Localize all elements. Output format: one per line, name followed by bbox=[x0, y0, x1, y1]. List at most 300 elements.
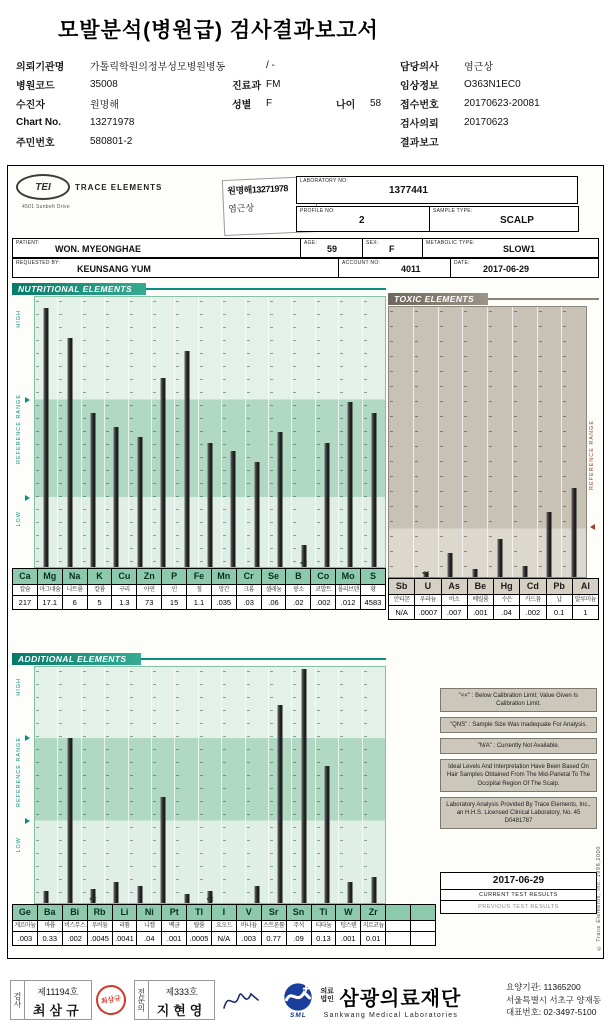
info-field bbox=[16, 134, 226, 149]
kor-cell: 안티몬 bbox=[389, 595, 415, 605]
info-field bbox=[16, 58, 226, 73]
lab-logo bbox=[16, 174, 176, 230]
bar-w bbox=[348, 882, 353, 903]
field-value: FM bbox=[266, 79, 281, 90]
field-label: 담당의사 bbox=[400, 62, 439, 73]
val-cell: .002 bbox=[520, 606, 546, 619]
chart-column-ni bbox=[152, 667, 175, 903]
bar-mo bbox=[348, 402, 353, 567]
field-value: F bbox=[266, 98, 273, 109]
kor-cell: 요오드 bbox=[212, 921, 237, 931]
sym-cell: Ba bbox=[38, 905, 63, 920]
sample-type-label: SAMPLE TYPE: bbox=[433, 208, 473, 214]
chart-column-ti bbox=[316, 667, 339, 903]
sym-cell: Ti bbox=[312, 905, 337, 920]
kor-cell: 칼륨 bbox=[88, 585, 113, 595]
chart-column-u bbox=[414, 307, 439, 577]
sym-cell: Hg bbox=[494, 579, 520, 594]
val-cell: N/A bbox=[389, 606, 415, 619]
note-box: "QNS" : Sample Size Was Inadequate For Analysis. bbox=[440, 717, 597, 733]
field-label: 병원코드 bbox=[16, 81, 55, 92]
patient-cell bbox=[13, 239, 301, 257]
account-no-label: ACCOUNT NO: bbox=[342, 260, 381, 266]
additional-zone-labels bbox=[12, 666, 34, 904]
kor-cell: 마그네슘 bbox=[38, 585, 63, 595]
kor-cell: 루비듐 bbox=[88, 921, 113, 931]
patient-info bbox=[0, 44, 611, 151]
sym-cell: Co bbox=[311, 569, 336, 584]
sample-type-value: SCALP bbox=[500, 215, 534, 226]
test-results-box bbox=[440, 872, 597, 914]
sym-cell: Mg bbox=[38, 569, 63, 584]
sex-value: F bbox=[389, 244, 395, 254]
chart-column-pb bbox=[538, 307, 563, 577]
below-limit-marker: << bbox=[422, 571, 430, 577]
kor-cell: 리튬 bbox=[113, 921, 138, 931]
page-title: 모발분석(병원급) 검사결과보고서 bbox=[58, 19, 379, 42]
kor-cell: 지르코늄 bbox=[361, 921, 386, 931]
org-name: 삼광의료재단 bbox=[339, 987, 462, 1010]
info-field bbox=[400, 77, 521, 92]
sym-cell: Sn bbox=[287, 905, 312, 920]
val-cell: 17.1 bbox=[38, 596, 63, 609]
additional-elements-table bbox=[12, 904, 436, 946]
sym-cell: Mo bbox=[336, 569, 361, 584]
bar-as bbox=[448, 553, 453, 577]
val-cell: .001 bbox=[162, 932, 187, 945]
kor-cell: 몰리브덴 bbox=[336, 585, 361, 595]
sym-cell: Ge bbox=[13, 905, 38, 920]
chart-column-pt bbox=[175, 667, 198, 903]
val-cell: .03 bbox=[237, 596, 262, 609]
specialist-cert bbox=[134, 980, 216, 1020]
val-cell: 0.13 bbox=[312, 932, 337, 945]
org-name-english: Sankwang Medical Laboratories bbox=[323, 1011, 459, 1019]
nutritional-elements-table bbox=[12, 568, 386, 610]
patient-label: PATIENT: bbox=[16, 240, 40, 246]
val-cell: 6 bbox=[63, 596, 88, 609]
field-value: 원명해 bbox=[90, 100, 119, 111]
chart-column-al bbox=[562, 307, 586, 577]
contact-line: 대표번호: 02-3497-5100 bbox=[505, 1007, 597, 1018]
info-row bbox=[16, 94, 400, 113]
chart-column-mn bbox=[222, 297, 245, 567]
sym-cell: Rb bbox=[88, 905, 113, 920]
account-no-value: 4011 bbox=[401, 264, 421, 274]
sym-cell: Ni bbox=[137, 905, 162, 920]
field-value: 가톨릭학원의정부성모병원병동 bbox=[90, 62, 226, 73]
info-field bbox=[400, 134, 464, 149]
val-cell: 1.1 bbox=[187, 596, 212, 609]
val-cell bbox=[411, 932, 435, 945]
below-limit-marker: << bbox=[89, 897, 97, 903]
nutritional-zone-labels bbox=[12, 296, 34, 568]
val-cell: 0.33 bbox=[38, 932, 63, 945]
sym-cell: Se bbox=[262, 569, 287, 584]
kor-row bbox=[389, 594, 598, 605]
sym-cell: I bbox=[212, 905, 237, 920]
toxic-elements-section bbox=[388, 292, 599, 620]
sex-label: SEX: bbox=[366, 240, 379, 246]
info-row bbox=[16, 56, 400, 75]
chart-column-p bbox=[175, 297, 198, 567]
additional-elements-section bbox=[12, 652, 386, 946]
bar-se bbox=[278, 432, 283, 567]
toxic-elements-chart bbox=[388, 306, 587, 578]
bar-v bbox=[254, 886, 259, 903]
kor-cell: 니켈 bbox=[137, 921, 162, 931]
profile-row bbox=[296, 206, 578, 232]
sym-cell: Sr bbox=[262, 905, 287, 920]
metabolic-type-cell bbox=[423, 239, 598, 257]
bar-al bbox=[572, 488, 577, 577]
info-field bbox=[400, 96, 540, 111]
chart-column-cr bbox=[246, 297, 269, 567]
kor-cell: 칼슘 bbox=[13, 585, 38, 595]
kor-cell: 바나듐 bbox=[237, 921, 262, 931]
chart-column-i bbox=[222, 667, 245, 903]
sym-cell: Cr bbox=[237, 569, 262, 584]
info-row bbox=[400, 56, 599, 75]
val-cell: 0.01 bbox=[361, 932, 386, 945]
below-limit-marker: << bbox=[206, 897, 214, 903]
val-cell: 73 bbox=[137, 596, 162, 609]
field-label: 검사의뢰 bbox=[400, 119, 439, 130]
val-cell: 0.1 bbox=[547, 606, 573, 619]
bar-zn bbox=[161, 378, 166, 567]
kor-cell: 납 bbox=[547, 595, 573, 605]
chart-column-na bbox=[82, 297, 105, 567]
kor-cell: 붕소 bbox=[286, 585, 311, 595]
bar-na bbox=[91, 413, 96, 567]
profile-no-value: 2 bbox=[359, 215, 365, 226]
chart-column-co bbox=[316, 297, 339, 567]
nutritional-elements-chart bbox=[34, 296, 386, 568]
bar-s bbox=[371, 413, 376, 567]
kor-cell: 티타늄 bbox=[312, 921, 337, 931]
date-cell bbox=[451, 259, 598, 277]
toxic-zone-labels bbox=[587, 306, 599, 578]
field-value: 35008 bbox=[90, 79, 118, 90]
kor-cell: 비소 bbox=[442, 595, 468, 605]
sym-cell: Cd bbox=[520, 579, 546, 594]
info-field bbox=[400, 58, 493, 73]
sym-cell: P bbox=[162, 569, 187, 584]
chart-column-fe bbox=[199, 297, 222, 567]
sym-cell: Fe bbox=[187, 569, 212, 584]
section-title-toxic: TOXIC ELEMENTS bbox=[388, 293, 488, 305]
val-row bbox=[13, 595, 385, 609]
sym-cell: Pb bbox=[547, 579, 573, 594]
val-cell: .002 bbox=[63, 932, 88, 945]
nutritional-elements-section bbox=[12, 282, 386, 610]
signature-icon bbox=[221, 986, 261, 1014]
field-label: 나이 bbox=[336, 100, 356, 111]
chart-column-ge bbox=[35, 667, 58, 903]
chart-column-w bbox=[339, 667, 362, 903]
field-label: 진료과 bbox=[232, 81, 261, 92]
chart-column-as bbox=[439, 307, 464, 577]
organization bbox=[283, 982, 461, 1019]
sym-cell: Zn bbox=[137, 569, 162, 584]
bar-co bbox=[325, 443, 330, 567]
chart-column-sb bbox=[389, 307, 414, 577]
results-date: 2017-06-29 bbox=[441, 873, 596, 890]
date-value: 2017-06-29 bbox=[483, 264, 530, 274]
section-divider bbox=[488, 298, 599, 300]
field-label: 임상정보 bbox=[400, 81, 439, 92]
kor-cell: 백금 bbox=[162, 921, 187, 931]
date-label: DATE: bbox=[454, 260, 470, 266]
laboratory-no-box bbox=[296, 176, 578, 204]
sym-cell: W bbox=[336, 905, 361, 920]
note-box: Ideal Levels And Interpretation Have Been Based On Hair Samples Obtained From The Mid-Parietal To The Occipital Region Of The Scalp. bbox=[440, 759, 597, 791]
chart-column-se bbox=[269, 297, 292, 567]
kor-cell: 셀레늄 bbox=[262, 585, 287, 595]
sym-cell: Al bbox=[573, 579, 598, 594]
kor-cell: 황 bbox=[370, 587, 376, 593]
kor-cell: 카드뮴 bbox=[520, 595, 546, 605]
kor-cell: 스트론튬 bbox=[262, 921, 287, 931]
val-cell: .001 bbox=[468, 606, 494, 619]
examiner-role: 검사 bbox=[11, 981, 25, 1019]
copyright-notice: © Trace Elements, Inc. 1998,2000 bbox=[596, 845, 602, 950]
sym-cell: V bbox=[237, 905, 262, 920]
info-row bbox=[16, 132, 400, 151]
val-cell: .035 bbox=[212, 596, 237, 609]
scanned-lab-report bbox=[7, 165, 604, 959]
field-label: 결과보고 bbox=[400, 138, 439, 149]
org-prefix: 의료법인 bbox=[320, 987, 334, 1003]
sym-cell: Cu bbox=[112, 569, 137, 584]
kor-cell: 우라늄 bbox=[415, 595, 441, 605]
examiner-name: 최삼규 bbox=[33, 1003, 83, 1018]
current-test-results-label: CURRENT TEST RESULTS bbox=[441, 890, 596, 901]
val-cell: 1 bbox=[583, 608, 588, 617]
zone-label: LOW bbox=[16, 837, 22, 853]
kor-cell bbox=[411, 921, 435, 931]
chart-column-tl bbox=[199, 667, 222, 903]
below-limit-marker: << bbox=[300, 561, 308, 567]
sml-logo-icon bbox=[283, 982, 313, 1012]
specialist-role: 전문의 bbox=[135, 981, 149, 1019]
chart-column-mg bbox=[58, 297, 81, 567]
sym-cell: Ca bbox=[13, 569, 38, 584]
age-value: 59 bbox=[327, 244, 338, 254]
field-label: 의뢰기관명 bbox=[16, 62, 65, 73]
bar-ge bbox=[44, 891, 49, 903]
footer bbox=[10, 977, 601, 1023]
sym-cell: Pt bbox=[162, 905, 187, 920]
sym-cell bbox=[386, 905, 411, 920]
kor-cell: 알루미늄 bbox=[574, 597, 596, 603]
val-cell: .003 bbox=[13, 932, 38, 945]
field-label: 주민번호 bbox=[16, 138, 55, 149]
patient-name: WON. MYEONGHAE bbox=[55, 244, 142, 254]
field-label: 성별 bbox=[232, 100, 252, 111]
chart-column-cu bbox=[129, 297, 152, 567]
sym-cell: Be bbox=[468, 579, 494, 594]
kor-cell: 베릴륨 bbox=[468, 595, 494, 605]
val-cell: .02 bbox=[286, 596, 311, 609]
kor-cell: 크롬 bbox=[237, 585, 262, 595]
val-cell: .012 bbox=[336, 596, 361, 609]
note-box: "N/A" : Currently Not Available. bbox=[440, 738, 597, 754]
info-field bbox=[16, 117, 226, 128]
field-label: 접수번호 bbox=[400, 100, 439, 111]
bar-sr bbox=[278, 705, 283, 903]
contact-line: 서울특별시 서초구 양재동 bbox=[505, 994, 601, 1005]
info-field bbox=[232, 96, 336, 111]
info-row bbox=[400, 113, 599, 132]
val-cell: N/A bbox=[212, 932, 237, 945]
val-row bbox=[389, 605, 598, 619]
val-cell: .007 bbox=[442, 606, 468, 619]
sex-cell bbox=[363, 239, 423, 257]
metabolic-type-label: METABOLIC TYPE: bbox=[426, 240, 475, 246]
val-cell: .003 bbox=[237, 932, 262, 945]
info-row bbox=[400, 75, 599, 94]
chart-column-zr bbox=[363, 667, 385, 903]
bar-ba bbox=[67, 738, 72, 903]
sym-cell: K bbox=[88, 569, 113, 584]
kor-cell: 구리 bbox=[112, 585, 137, 595]
chart-column-sr bbox=[269, 667, 292, 903]
info-field bbox=[400, 115, 509, 130]
chart-column-rb bbox=[105, 667, 128, 903]
kor-cell: 바륨 bbox=[38, 921, 63, 931]
stamp-text: 최삼규 bbox=[100, 994, 122, 1006]
bar-mn bbox=[231, 451, 236, 567]
metabolic-type-value: SLOW1 bbox=[503, 244, 536, 254]
zone-label: REFERENCE RANGE bbox=[589, 420, 595, 491]
profile-no-label: PROFILE NO: bbox=[300, 208, 335, 214]
additional-elements-chart bbox=[34, 666, 386, 904]
stamp-patient-id: 원명해13271978 bbox=[227, 183, 289, 196]
laboratory-no-value: 1377441 bbox=[389, 185, 428, 196]
chart-column-ba bbox=[58, 667, 81, 903]
kor-cell: 주석 bbox=[287, 921, 312, 931]
note-box: "<<" : Below Calibration Limit; Value Given Is Calibration Limit. bbox=[440, 688, 597, 712]
request-row bbox=[12, 258, 599, 278]
sym-cell: U bbox=[415, 579, 441, 594]
bar-pb bbox=[547, 512, 552, 577]
val-cell: 0.77 bbox=[262, 932, 287, 945]
requested-by-value: KEUNSANG YUM bbox=[77, 264, 151, 274]
kor-cell: 철 bbox=[187, 585, 212, 595]
kor-cell bbox=[386, 921, 411, 931]
bar-k bbox=[114, 427, 119, 567]
kor-cell: 게르마늄 bbox=[13, 921, 38, 931]
val-cell: .0045 bbox=[88, 932, 113, 945]
bar-pt bbox=[184, 894, 189, 903]
sym-cell bbox=[411, 905, 435, 920]
bar-li bbox=[137, 886, 142, 903]
field-value: 13271978 bbox=[90, 117, 135, 128]
kor-cell: 인 bbox=[162, 585, 187, 595]
chart-column-mo bbox=[339, 297, 362, 567]
profile-no-box bbox=[296, 206, 430, 232]
zone-label: REFERENCE RANGE bbox=[16, 393, 22, 464]
info-field bbox=[336, 96, 381, 111]
info-field bbox=[16, 96, 226, 111]
info-row bbox=[400, 94, 599, 113]
sym-row bbox=[389, 579, 598, 594]
kor-cell: 나트륨 bbox=[63, 585, 88, 595]
val-cell: .002 bbox=[311, 596, 336, 609]
bar-be bbox=[473, 569, 478, 577]
kor-cell: 망간 bbox=[212, 585, 237, 595]
kor-row bbox=[13, 584, 385, 595]
kor-cell: 탈륨 bbox=[187, 921, 212, 931]
specialist-license-no: 제333호 bbox=[165, 987, 198, 997]
bar-mg bbox=[67, 338, 72, 568]
bar-hg bbox=[497, 539, 502, 577]
bar-ti bbox=[325, 766, 330, 903]
kor-row bbox=[13, 920, 435, 931]
bar-zr bbox=[371, 877, 376, 903]
contact-line: 요양기관: 11365200 bbox=[505, 981, 581, 992]
chart-column-v bbox=[246, 667, 269, 903]
legend-notes bbox=[440, 688, 597, 834]
chart-column-hg bbox=[488, 307, 513, 577]
field-value: 580801-2 bbox=[90, 136, 133, 147]
val-cell: 217 bbox=[13, 596, 38, 609]
patient-info-left bbox=[16, 56, 400, 151]
previous-test-results-label: PREVIOUS TEST RESULTS bbox=[478, 904, 559, 910]
examiner-cert bbox=[10, 980, 92, 1020]
bar-p bbox=[184, 351, 189, 567]
account-no-cell bbox=[339, 259, 451, 277]
chart-column-bi bbox=[82, 667, 105, 903]
kor-cell: 비스무스 bbox=[63, 921, 88, 931]
val-cell: 1.3 bbox=[112, 596, 137, 609]
sym-cell: Bi bbox=[63, 905, 88, 920]
info-row bbox=[16, 75, 400, 94]
zone-label: HIGH bbox=[16, 677, 22, 696]
chart-column-k bbox=[105, 297, 128, 567]
tei-logo-icon bbox=[16, 174, 70, 200]
section-title-additional: ADDITIONAL ELEMENTS bbox=[12, 653, 141, 665]
bar-cd bbox=[522, 566, 527, 577]
note-box: Laboratory Analysis Provided By Trace Elements, Inc., an H.H.S. Licensed Clinical Laboratory, No. 45 D0481787 bbox=[440, 797, 597, 829]
sym-cell: B bbox=[286, 569, 311, 584]
toxic-elements-table bbox=[388, 578, 599, 620]
field-value: / - bbox=[266, 60, 275, 71]
sym-row bbox=[13, 905, 435, 920]
contact-info bbox=[506, 981, 601, 1019]
bar-ni bbox=[161, 797, 166, 903]
patient-row bbox=[12, 238, 599, 258]
chart-column-li bbox=[129, 667, 152, 903]
val-row bbox=[13, 931, 435, 945]
chart-column-ca bbox=[35, 297, 58, 567]
chart-column-zn bbox=[152, 297, 175, 567]
kor-cell: 수은 bbox=[494, 595, 520, 605]
val-cell: .0005 bbox=[187, 932, 212, 945]
sample-type-box bbox=[429, 206, 579, 232]
age-label: AGE: bbox=[304, 240, 318, 246]
info-row bbox=[400, 132, 599, 151]
tei-logo-text: TEI bbox=[35, 181, 51, 193]
lab-address: 4501 Sunbelt Drive bbox=[22, 204, 70, 210]
sym-cell: Zr bbox=[361, 905, 386, 920]
sym-cell: Sb bbox=[389, 579, 415, 594]
name-stamp-icon bbox=[93, 983, 128, 1018]
chart-column-cd bbox=[513, 307, 538, 577]
chart-column-s bbox=[363, 297, 385, 567]
info-field bbox=[232, 60, 336, 71]
